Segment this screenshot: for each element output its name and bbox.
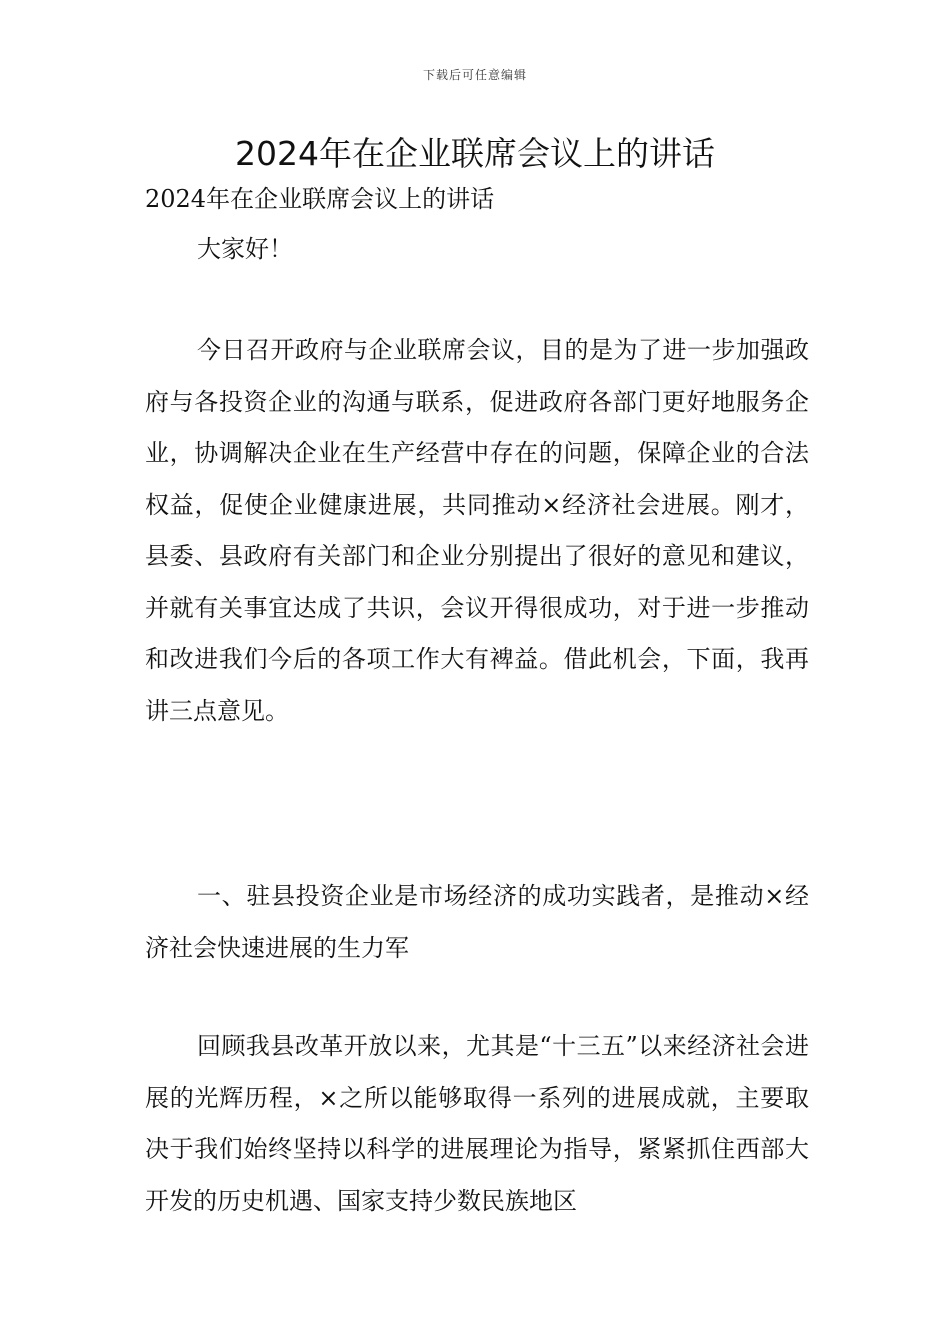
header-note: 下载后可任意编辑 <box>422 68 527 82</box>
document-subtitle: 2024年在企业联席会议上的讲话 <box>145 185 495 213</box>
document-title: 2024年在企业联席会议上的讲话 <box>235 134 715 173</box>
section-heading-1: 一、驻县投资企业是市场经济的成功实践者，是推动×经济社会快速进展的生力军 <box>145 882 809 962</box>
paragraph-opening: 今日召开政府与企业联席会议，目的是为了进一步加强政府与各投资企业的沟通与联系，促进政府各部门更好地服务企业，协调解决企业在生产经营中存在的问题，保障企业的合法权益，促使企业健康进展，共同推动×经济社会进展。刚才，县委、县政府有关部门和企业分别提出了很好的意见和建议，并就有关事宜达成了共识，会议开得很成功，对于进一步推动和改进我们今后的各项工作大有裨益。借此机会，下面，我再讲三点意见。 <box>145 336 809 725</box>
paragraph-review: 回顾我县改革开放以来，尤其是“十三五”以来经济社会进展的光辉历程，×之所以能够取得一系列的进展成就，主要取决于我们始终坚持以科学的进展理论为指导，紧紧抓住西部大开发的历史机遇、国家支持少数民族地区 <box>145 1032 809 1215</box>
greeting: 大家好！ <box>197 235 293 263</box>
